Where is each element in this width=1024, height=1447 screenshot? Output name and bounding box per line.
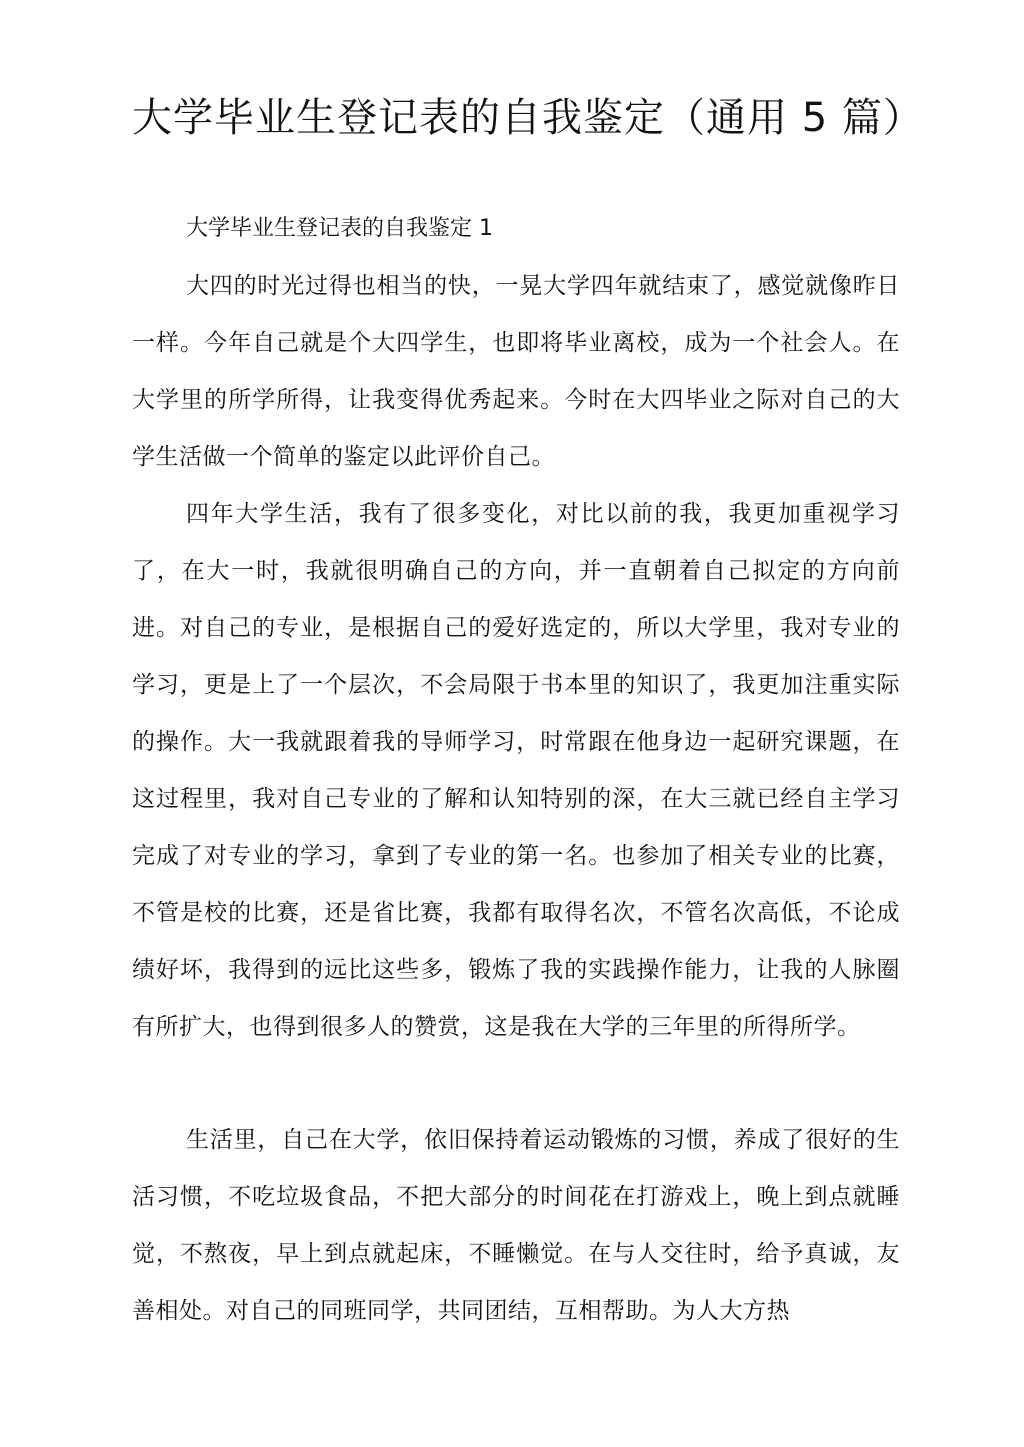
section-heading: 大学毕业生登记表的自我鉴定 1 [186,216,493,241]
body-paragraph-3: 生活里，自己在大学，依旧保持着运动锻炼的习惯，养成了很好的生活习惯，不吃垃圾食品，不把大部分的时间花在打游戏上，晚上到点就睡觉，不熬夜，早上到点就起床，不睡懒觉。在与人交往时，给予真诚，友善相处。对自己的同班同学，共同团结，互相帮助。为人大方热 [132,1127,900,1324]
body-paragraph-1: 大四的时光过得也相当的快，一晃大学四年就结束了，感觉就像昨日一样。今年自己就是个大四学生，也即将毕业离校，成为一个社会人。在大学里的所学所得，让我变得优秀起来。今时在大四毕业之际对自己的大学生活做一个简单的鉴定以此评价自己。 [132,273,900,470]
document-title: 大学毕业生登记表的自我鉴定（通用 5 篇） [132,95,924,141]
body-paragraph-2: 四年大学生活，我有了很多变化，对比以前的我，我更加重视学习了，在大一时，我就很明确自己的方向，并一直朝着自己拟定的方向前进。对自己的专业，是根据自己的爱好选定的，所以大学里，我对专业的学习，更是上了一个层次，不会局限于书本里的知识了，我更加注重实际的操作。大一我就跟着我的导师学习，时常跟在他身边一起研究课题，在这过程里，我对自己专业的了解和认知特别的深，在大三就已经自主学习完成了对专业的学习，拿到了专业的第一名。也参加了相关专业的比赛，不管是校的比赛，还是省比赛，我都有取得名次，不管名次高低，不论成绩好坏，我得到的远比这些多，锻炼了我的实践操作能力，让我的人脉圈有所扩大，也得到很多人的赞赏，这是我在大学的三年里的所得所学。 [132,501,900,1040]
